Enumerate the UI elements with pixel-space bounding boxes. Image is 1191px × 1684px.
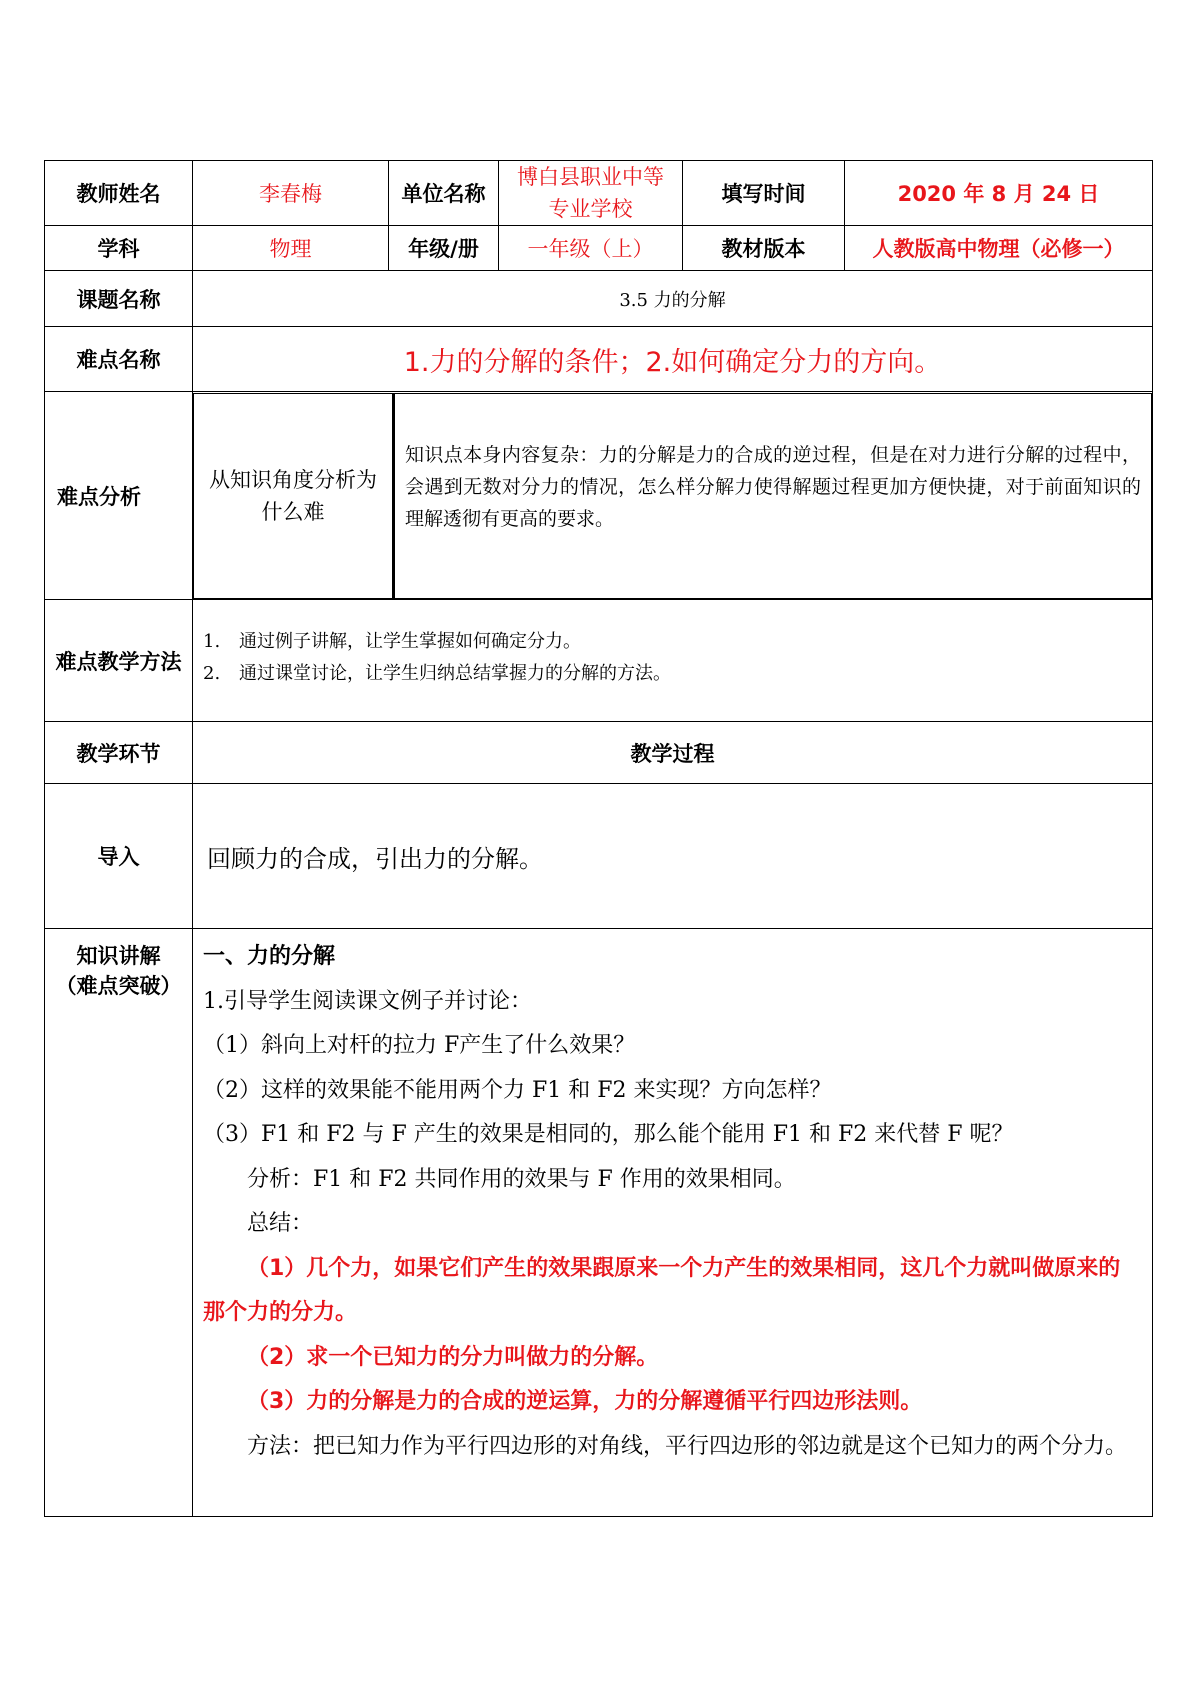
process-label: 教学环节 <box>45 722 193 784</box>
method-line: 方法：把已知力作为平行四边形的对角线，平行四边形的邻边就是这个已知力的两个分力。 <box>247 1433 1128 1459</box>
knowledge-content <box>193 929 1153 1517</box>
method-item <box>203 658 1152 690</box>
analysis-text: 知识点本身内容复杂：力的分解是力的合成的逆过程，但是在对力进行分解的过程中，会遇到无数对分力的情况，怎么样分解力使得解题过程更加方便快捷，对于前面知识的理解透彻有更高的要求。 <box>394 393 1152 598</box>
methods-label: 难点教学方法 <box>45 600 193 722</box>
edition-value: 人教版高中物理（必修一） <box>845 226 1153 271</box>
analysis-line: 分析：F1 和 F2 共同作用的效果与 F 作用的效果相同。 <box>247 1166 796 1192</box>
method-num: 1. <box>203 630 221 652</box>
process-value: 教学过程 <box>193 722 1153 784</box>
knowledge-heading: 一、力的分解 <box>203 944 336 969</box>
analysis-inner <box>193 393 1152 599</box>
teacher-value: 李春梅 <box>193 161 389 226</box>
difficulty-label: 难点名称 <box>45 327 193 392</box>
edition-label: 教材版本 <box>683 226 845 271</box>
topic-label: 课题名称 <box>45 271 193 327</box>
intro-text: 回顾力的合成，引出力的分解。 <box>193 784 1153 929</box>
intro-row <box>45 784 1153 929</box>
summary-point-3: （3）力的分解是力的合成的逆运算，力的分解遵循平行四边形法则。 <box>247 1389 923 1414</box>
subject-value: 物理 <box>193 226 389 271</box>
method-text: 通过课堂讨论，让学生归纳总结掌握力的分解的方法。 <box>239 662 671 684</box>
lesson-plan-table <box>44 160 1153 1517</box>
grade-label: 年级/册 <box>389 226 499 271</box>
analysis-label: 难点分析 <box>45 392 193 600</box>
methods-list <box>193 600 1153 722</box>
knowledge-label-line1: 知识讲解 <box>76 944 161 968</box>
method-text: 通过例子讲解，让学生掌握如何确定分力。 <box>239 630 581 652</box>
knowledge-lead: 1.引导学生阅读课文例子并讨论： <box>203 988 532 1014</box>
summary-line: 总结： <box>247 1211 314 1236</box>
question-1: （1）斜向上对杆的拉力 F产生了什么效果？ <box>203 1033 636 1058</box>
knowledge-label-line2: （难点突破） <box>55 974 182 998</box>
methods-row <box>45 600 1153 722</box>
analysis-row <box>45 392 1153 600</box>
analysis-cell <box>193 392 1153 600</box>
analysis-sub-label: 从知识角度分析为什么难 <box>194 393 394 598</box>
unit-label: 单位名称 <box>389 161 499 226</box>
difficulty-row <box>45 327 1153 392</box>
topic-value: 3.5 力的分解 <box>193 271 1153 327</box>
date-label: 填写时间 <box>683 161 845 226</box>
process-header-row <box>45 722 1153 784</box>
method-num: 2. <box>203 662 221 684</box>
summary-point-1: （1）几个力，如果它们产生的效果跟原来一个力产生的效果相同，这几个力就叫做原来的那个力的分力。 <box>203 1255 1121 1325</box>
question-2: （2）这样的效果能不能用两个力 F1 和 F2 来实现？方向怎样？ <box>203 1077 832 1103</box>
subject-label: 学科 <box>45 226 193 271</box>
unit-value: 博白县职业中等专业学校 <box>499 161 683 226</box>
grade-value: 一年级（上） <box>499 226 683 271</box>
teacher-label: 教师姓名 <box>45 161 193 226</box>
intro-label: 导入 <box>45 784 193 929</box>
question-3: （3）F1 和 F2 与 F 产生的效果是相同的，那么能个能用 F1 和 F2 来代替 F 呢？ <box>203 1122 1014 1147</box>
header-row-1 <box>45 161 1153 226</box>
header-row-2 <box>45 226 1153 271</box>
knowledge-label <box>45 929 193 1517</box>
topic-row <box>45 271 1153 327</box>
knowledge-row <box>45 929 1153 1517</box>
method-item <box>203 626 1152 658</box>
summary-point-2: （2）求一个已知力的分力叫做力的分解。 <box>247 1344 659 1370</box>
lesson-plan-sheet <box>44 160 1152 1517</box>
difficulty-value: 1.力的分解的条件；2.如何确定分力的方向。 <box>193 327 1153 392</box>
date-value: 2020 年 8 月 24 日 <box>845 161 1153 226</box>
